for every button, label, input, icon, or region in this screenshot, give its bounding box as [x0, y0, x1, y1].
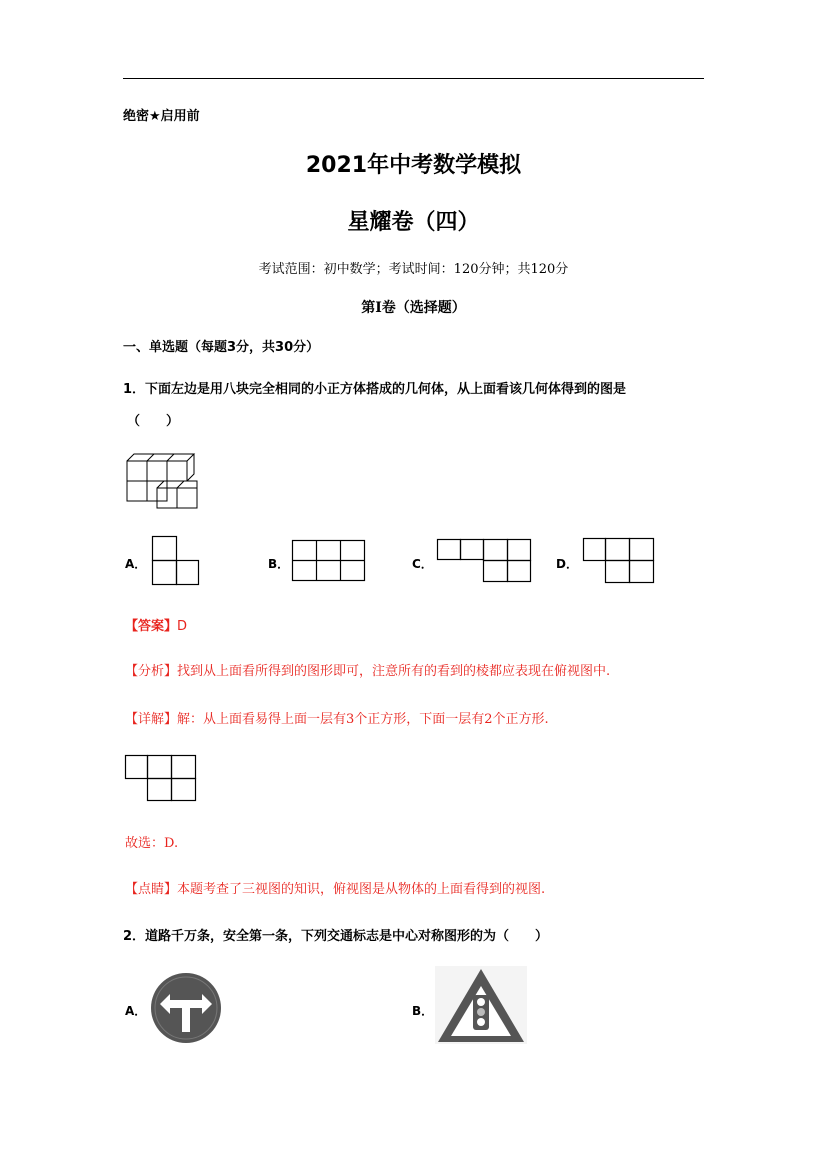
q1-comment [125, 878, 545, 897]
grid-option-b-icon[interactable] [292, 540, 366, 582]
grid-option-d-icon[interactable] [583, 538, 655, 584]
q1-choice: 故选：D. [125, 836, 179, 851]
detail-text: 解：从上面看易得上面一层有3个正方形，下面一层有2个正方形. [177, 712, 549, 727]
secret-mark: 绝密★启用前 [123, 109, 200, 124]
page-title: 2021年中考数学模拟 [305, 153, 522, 178]
traffic-light-warning-sign-icon[interactable] [435, 966, 527, 1046]
q1-detail [125, 708, 549, 727]
answer-tag: 【答案】 [125, 619, 178, 634]
q1-stem-line2: （ ） [127, 414, 180, 429]
q1-option-a-label[interactable]: A． [125, 557, 147, 571]
q1-option-c-label[interactable]: C． [412, 557, 433, 571]
comment-tag: 【点睛】 [125, 882, 178, 897]
section-heading: 一、单选题（每题3分，共30分） [123, 340, 320, 355]
cube-figure-icon [126, 452, 200, 510]
grid-option-a-icon[interactable] [152, 536, 200, 586]
analysis-tag: 【分析】 [125, 664, 178, 679]
q1-analysis [125, 660, 610, 679]
volume-title: 第I卷（选择题） [361, 300, 466, 316]
page-subtitle: 星耀卷（四） [347, 210, 480, 235]
header-rule [123, 78, 704, 79]
answer-value: D [177, 619, 188, 634]
q1-option-b-label[interactable]: B． [268, 557, 290, 571]
turn-left-right-sign-icon[interactable] [150, 972, 224, 1044]
q2-option-b-label[interactable]: B． [412, 1004, 434, 1018]
top-view-solution-icon [125, 755, 199, 803]
grid-option-c-icon[interactable] [437, 539, 533, 583]
q2-option-a-label[interactable]: A． [125, 1004, 147, 1018]
detail-tag: 【详解】 [125, 712, 178, 727]
comment-text: 本题考查了三视图的知识，俯视图是从物体的上面看得到的视图. [177, 882, 546, 897]
q1-answer [125, 615, 187, 634]
q2-stem: 2．道路千万条，安全第一条，下列交通标志是中心对称图形的为（ ） [123, 929, 549, 944]
q1-stem-line1: 1．下面左边是用八块完全相同的小正方体搭成的几何体，从上面看该几何体得到的图是 [123, 382, 627, 397]
analysis-text: 找到从上面看所得到的图形即可，注意所有的看到的棱都应表现在俯视图中. [177, 664, 611, 679]
q1-option-d-label[interactable]: D． [556, 557, 578, 571]
exam-info: 考试范围：初中数学；考试时间：120分钟；共120分 [258, 262, 569, 277]
